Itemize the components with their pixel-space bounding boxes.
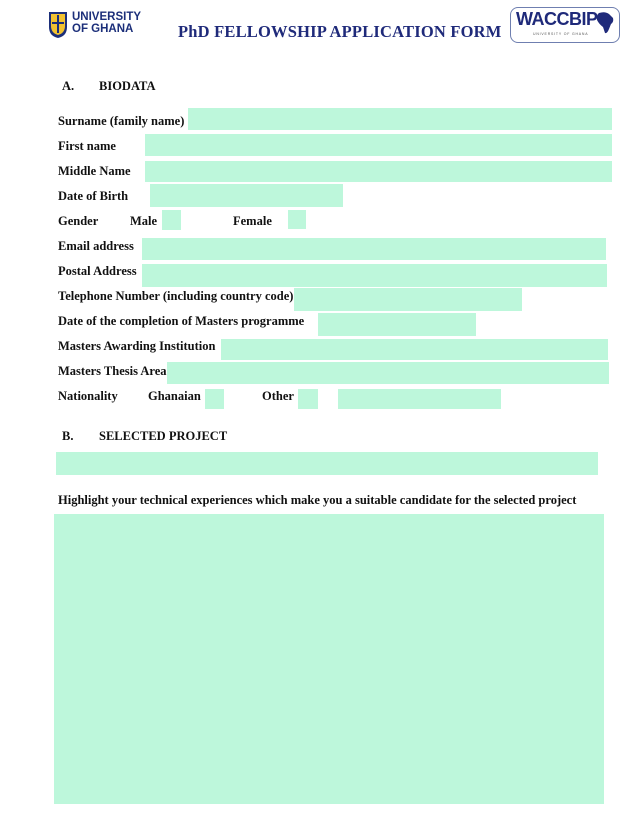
university-of-ghana-logo <box>48 10 148 44</box>
africa-map-icon <box>595 11 615 35</box>
female-checkbox[interactable] <box>288 210 306 229</box>
surname-field[interactable] <box>188 108 612 130</box>
ghanaian-checkbox[interactable] <box>205 389 224 409</box>
thesis-area-label: Masters Thesis Area <box>58 364 167 378</box>
email-label: Email address <box>58 239 134 253</box>
telephone-label: Telephone Number (including country code) <box>58 289 294 303</box>
email-field[interactable] <box>142 238 606 260</box>
masters-institution-label: Masters Awarding Institution <box>58 339 216 353</box>
waccbip-logo-text: WACCBIP <box>516 9 598 29</box>
first-name-field[interactable] <box>145 134 612 156</box>
section-a-heading: BIODATA <box>99 79 156 93</box>
male-label: Male <box>130 214 158 228</box>
section-b-heading: SELECTED PROJECT <box>99 429 228 443</box>
section-a-letter: A. <box>62 79 75 93</box>
university-logo-line2: OF GHANA <box>72 23 134 35</box>
experience-textarea[interactable] <box>54 514 604 804</box>
other-label: Other <box>262 389 294 403</box>
section-b-letter: B. <box>62 429 74 443</box>
male-checkbox[interactable] <box>162 210 181 230</box>
first-name-label: First name <box>58 139 116 153</box>
telephone-field[interactable] <box>294 288 522 311</box>
postal-address-label: Postal Address <box>58 264 137 278</box>
other-checkbox[interactable] <box>298 389 318 409</box>
surname-label: Surname (family name) <box>58 114 185 128</box>
female-label: Female <box>233 214 272 228</box>
masters-institution-field[interactable] <box>221 339 608 360</box>
university-logo-line1: UNIVERSITY <box>72 11 142 23</box>
middle-name-field[interactable] <box>145 161 612 182</box>
dob-field[interactable] <box>150 184 343 207</box>
page-title: PhD FELLOWSHIP APPLICATION FORM <box>178 22 502 41</box>
postal-address-field[interactable] <box>142 264 607 287</box>
crest-icon <box>48 11 68 39</box>
middle-name-label: Middle Name <box>58 164 131 178</box>
masters-completion-field[interactable] <box>318 313 476 336</box>
thesis-area-field[interactable] <box>167 362 609 384</box>
gender-label: Gender <box>58 214 99 228</box>
waccbip-logo-subtext: UNIVERSITY OF GHANA <box>533 32 589 36</box>
masters-completion-label: Date of the completion of Masters programme <box>58 314 305 328</box>
dob-label: Date of Birth <box>58 189 129 203</box>
other-nationality-field[interactable] <box>338 389 501 409</box>
selected-project-field[interactable] <box>56 452 598 475</box>
experience-prompt: Highlight your technical experiences which make you a suitable candidate for the selected project <box>58 493 577 507</box>
ghanaian-label: Ghanaian <box>148 389 201 403</box>
nationality-label: Nationality <box>58 389 118 403</box>
waccbip-logo <box>510 7 620 43</box>
